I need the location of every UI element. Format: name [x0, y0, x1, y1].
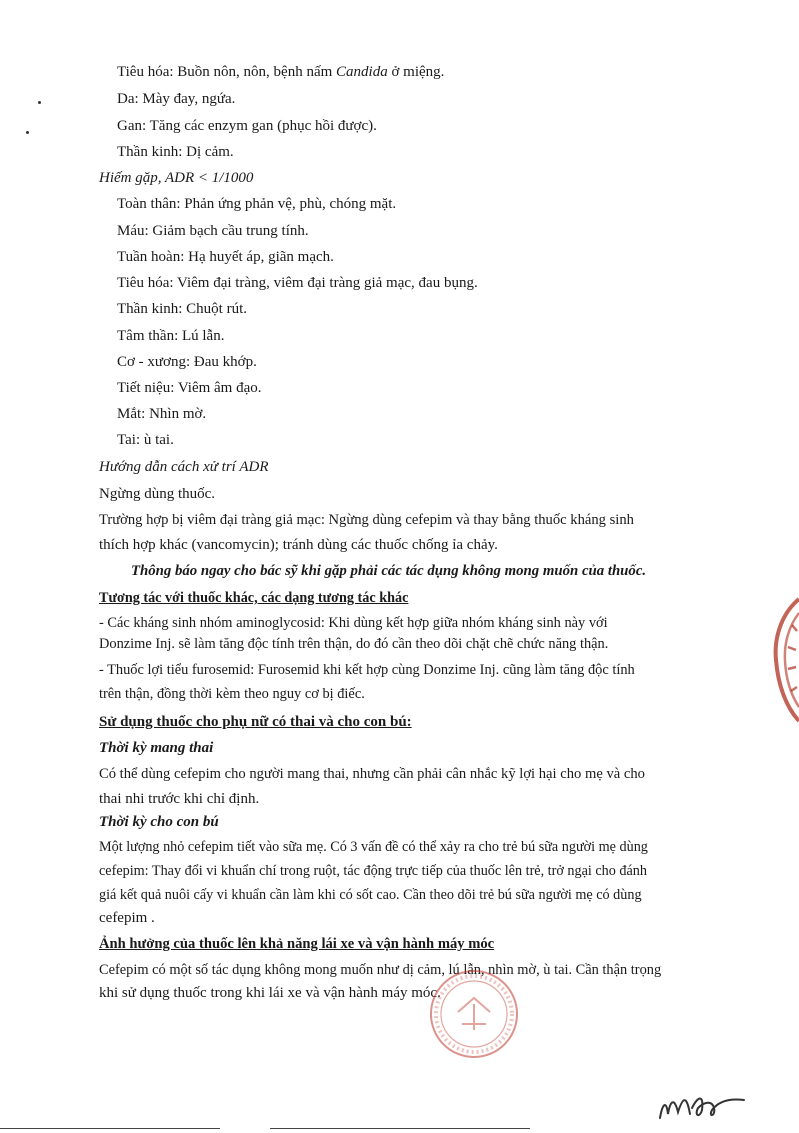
adr-colitis-line: thích hợp khác (vancomycin); tránh dùng các thuốc chống ỉa chảy.: [99, 537, 498, 553]
page-edge-rule: [270, 1128, 530, 1129]
rare-adr-item: Tiết niệu: Viêm âm đạo.: [117, 380, 262, 396]
adr-digestive-tail: ở miệng.: [387, 64, 445, 80]
interactions-heading: Tương tác với thuốc khác, các dạng tương tác khác: [99, 590, 409, 606]
rare-adr-item: Thần kinh: Chuột rút.: [117, 301, 247, 317]
lactation-line: giá kết quả nuôi cấy vi khuẩn cần làm khi có sốt cao. Cần theo dõi trẻ bú sữa người mẹ có dùng: [99, 887, 642, 903]
rare-adr-item: Tiêu hóa: Viêm đại tràng, viêm đại tràng giả mạc, đau bụng.: [117, 275, 478, 291]
pregnancy-subheading: Thời kỳ mang thai: [99, 740, 214, 756]
adr-nerve: Thần kinh: Dị cảm.: [117, 144, 234, 160]
rare-adr-item: Cơ - xương: Đau khớp.: [117, 354, 257, 370]
rare-adr-item: Máu: Giảm bạch cầu trung tính.: [117, 223, 309, 239]
interaction-line: - Thuốc lợi tiểu furosemid: Furosemid khi kết hợp cùng Donzime Inj. cũng làm tăng độc tính: [99, 662, 635, 678]
adr-skin: Da: Mày đay, ngứa.: [117, 91, 236, 107]
edge-seal-stamp: [770, 595, 799, 725]
handwritten-signature: [652, 1078, 752, 1128]
driving-line: Cefepim có một số tác dụng không mong muốn như dị cảm, lú lẫn, nhìn mờ, ù tai. Cần thận trọng: [99, 962, 662, 978]
adr-stop-text: Ngừng dùng thuốc.: [99, 486, 216, 502]
scan-speck: [38, 101, 41, 104]
lactation-line: cefepim .: [99, 910, 155, 926]
interaction-line: trên thận, đồng thời kèm theo nguy cơ bị điếc.: [99, 686, 365, 702]
adr-colitis-line: Trường hợp bị viêm đại tràng giả mạc: Ngừng dùng cefepim và thay bằng thuốc kháng sinh: [99, 512, 634, 528]
interaction-line: Donzime Inj. sẽ làm tăng độc tính trên thận, do đó cần theo dõi chặt chẽ chức năng thận.: [99, 636, 609, 652]
rare-adr-item: Toàn thân: Phản ứng phản vệ, phù, chóng mặt.: [117, 196, 397, 212]
rare-adr-item: Tai: ù tai.: [117, 432, 174, 448]
lactation-subheading: Thời kỳ cho con bú: [99, 814, 219, 830]
driving-heading: Ảnh hưởng của thuốc lên khả năng lái xe và vận hành máy móc: [99, 936, 495, 952]
candida-term: Candida: [336, 64, 388, 80]
rare-adr-item: Tâm thần: Lú lẫn.: [117, 328, 225, 344]
company-seal-stamp: [428, 968, 520, 1060]
scan-speck: [26, 131, 29, 134]
adr-digestive: [117, 63, 444, 81]
pregnancy-heading: Sử dụng thuốc cho phụ nữ có thai và cho con bú:: [99, 714, 412, 730]
adr-liver: Gan: Tăng các enzym gan (phục hồi được).: [117, 118, 377, 134]
pregnancy-line: Có thể dùng cefepim cho người mang thai, nhưng cần phải cân nhắc kỹ lợi hại cho mẹ và cho: [99, 766, 645, 782]
rare-adr-item: Mắt: Nhìn mờ.: [117, 406, 207, 422]
interaction-line: - Các kháng sinh nhóm aminoglycosid: Khi dùng kết hợp giữa nhóm kháng sinh này với: [99, 615, 608, 631]
adr-guidance-heading: Hướng dẫn cách xử trí ADR: [99, 459, 269, 475]
driving-line: khi sử dụng thuốc trong khi lái xe và vận hành máy móc.: [99, 985, 441, 1001]
rare-adr-item: Tuần hoàn: Hạ huyết áp, giãn mạch.: [117, 249, 334, 265]
lactation-line: Một lượng nhỏ cefepim tiết vào sữa mẹ. Có 3 vấn đề có thể xảy ra cho trẻ bú sữa người mẹ dùng: [99, 839, 648, 855]
adr-notice: Thông báo ngay cho bác sỹ khi gặp phải các tác dụng không mong muốn của thuốc.: [131, 563, 647, 579]
page-edge-rule: [0, 1128, 220, 1129]
lactation-line: cefepim: Thay đổi vi khuẩn chí trong ruột, tác động trực tiếp của thuốc lên trẻ, trở ngại cho đánh: [99, 863, 647, 879]
adr-digestive-text: Tiêu hóa: Buồn nôn, nôn, bệnh nấm: [117, 64, 337, 80]
rare-adr-heading: Hiếm gặp, ADR < 1/1000: [99, 170, 254, 186]
pregnancy-line: thai nhi trước khi chỉ định.: [99, 791, 260, 807]
